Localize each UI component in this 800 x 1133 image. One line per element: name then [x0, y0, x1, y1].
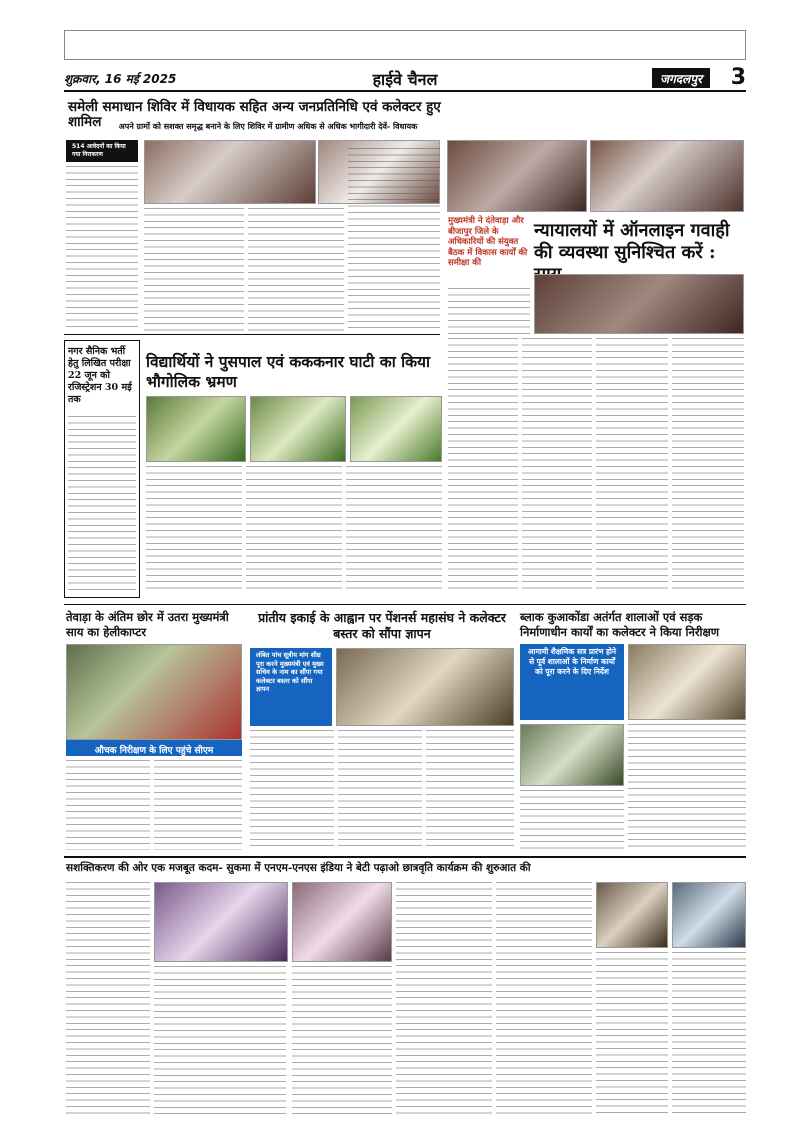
story1-subhead: अपने ग्रामों को सशक्त समृद्ध बनाने के लिए शिविर में ग्रामीण अधिक से अधिक भागीदारी देवें- विधायक [118, 121, 418, 131]
story6-body-col2 [338, 730, 422, 850]
story8-photo1 [154, 882, 288, 962]
story5-photo [66, 644, 242, 740]
story8-body-col4 [396, 882, 492, 1118]
story6-body-col1 [250, 730, 334, 850]
story1-photo1 [144, 140, 316, 204]
story6-body-col3 [426, 730, 514, 850]
top-ad-box [64, 30, 746, 60]
story5-body-col1 [66, 760, 150, 850]
story5-caption: औचक निरीक्षण के लिए पहुंचे सीएम [66, 740, 242, 756]
story2-photo2 [590, 140, 744, 212]
story8-body-col2 [154, 966, 286, 1118]
story7-body-col1 [628, 724, 746, 850]
story8-photo3 [596, 882, 668, 948]
story8-photo2 [292, 882, 392, 962]
story6-photo [336, 648, 514, 726]
story1-body-col3 [248, 208, 344, 332]
story4-body-col2 [246, 466, 342, 594]
story2-photo3 [534, 274, 744, 334]
story1-headline: समेली समाधान शिविर में विधायक सहित अन्य जनप्रतिनिधि एवं कलेक्टर हुए शामिल [68, 99, 441, 130]
story3-body [68, 416, 136, 594]
story1-body-col4 [348, 148, 440, 332]
story6-callout: लंबित पांच सूत्रीय मांग शीघ्र पूरा करने मुख्यमंत्री एवं मुख्य सचिव के नाम का सौंपा गया कलेक्टर बस्तर को सौंपा ज्ञापन [250, 648, 332, 726]
story2-body-col3 [596, 338, 668, 590]
story4-headline: विद्यार्थियों ने पुसपाल एवं कककनार घाटी का किया भौगोलिक भ्रमण [146, 352, 431, 391]
story8-body-col7 [672, 952, 746, 1118]
story5-headline: तेवाड़ा के अंतिम छोर में उतरा मुख्यमंत्री साय का हेलीकाप्टर [66, 610, 229, 639]
story7-body-col2 [520, 790, 624, 850]
story8-body-col5 [496, 882, 592, 1118]
story2-headline: न्यायालयों में ऑनलाइन गवाही की व्यवस्था सुनिश्चित करें : [534, 220, 730, 263]
divider [64, 334, 440, 335]
story1-body-col1 [66, 166, 138, 332]
story2-photo1 [447, 140, 587, 212]
masthead-date: शुक्रवार, 16 मई 2025 [64, 72, 177, 86]
masthead [64, 65, 746, 92]
story4-photo3 [350, 396, 442, 462]
newspaper-page [64, 30, 746, 1120]
story7-callout: आगामी शैक्षणिक सत्र प्रारंभ होने से पूर्व शालाओं के निर्माण कार्यों को पूरा करने के दिए निर्देश [520, 644, 624, 720]
story4-body-col1 [146, 466, 242, 594]
divider [64, 856, 746, 858]
story2-body-col0 [448, 288, 530, 334]
story4-body-col3 [346, 466, 442, 594]
story7-headline: ब्लाक कुआकोंडा अतंर्गत शालाओं एवं सड़क निर्माणाधीन कार्यों का कलेक्टर ने किया निरीक्षण [520, 610, 720, 639]
story5-body-col2 [154, 760, 242, 850]
story1-label: 514 आवेदनों का किया गया निराकरण [66, 140, 138, 162]
story8-body-col3 [292, 966, 392, 1118]
masthead-city: जगदलपुर [652, 68, 710, 88]
story2-body-col1 [448, 338, 518, 590]
story2-body-col2 [522, 338, 592, 590]
divider [64, 604, 746, 605]
story6-headline: प्रांतीय इकाई के आह्वान पर पेंशनर्स महासंघ ने कलेक्टर बस्तर को सौंपा ज्ञापन [258, 610, 506, 641]
story2-kicker: मुख्यमंत्री ने दंतेवाड़ा और बीजापुर जिले के अधिकारियों की संयुक्त बैठक में विकास कार्यों की समीक्षा की [448, 216, 528, 268]
story2-body-col4 [672, 338, 744, 590]
story1-body-col2 [144, 208, 244, 332]
story4-photo2 [250, 396, 346, 462]
page-number: 3 [730, 65, 746, 90]
masthead-paper-name: हाईवे चैनल [372, 70, 438, 89]
story8-headline: सशक्तिकरण की ओर एक मजबूत कदम- सुकमा में एनएम-एनएस इंडिया ने बेटी पढ़ाओ छात्रवृति कार्यक्रम की शुरुआत की [66, 862, 531, 874]
story4-photo1 [146, 396, 246, 462]
story8-body-col1 [66, 882, 150, 1118]
story3-headline: नगर सैनिक भर्ती हेतु लिखित परीक्षा 22 जून को रजिस्ट्रेशन 30 मई तक [68, 346, 132, 405]
story8-body-col6 [596, 952, 668, 1118]
story7-photo1 [628, 644, 746, 720]
story7-photo2 [520, 724, 624, 786]
story8-photo4 [672, 882, 746, 948]
